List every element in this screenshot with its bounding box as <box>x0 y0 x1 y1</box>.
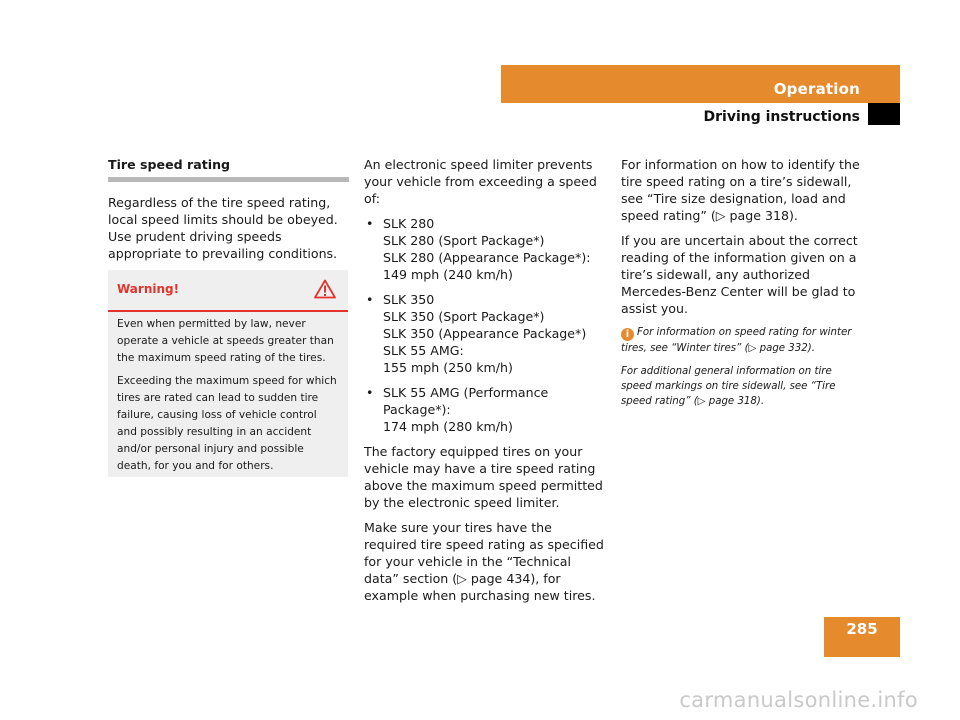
info-icon: i <box>621 328 634 341</box>
factory-tires-paragraph: The factory equipped tires on your vehicle may have a tire speed rating above the maximum speed permitted by the electronic speed limiter. <box>364 444 603 510</box>
list-item <box>364 215 604 283</box>
header-marker-block <box>868 103 900 125</box>
list-item <box>364 291 604 376</box>
info-note-1-text: For information on speed rating for winter tires, see “Winter tires” (▷ page 332). <box>621 327 852 354</box>
bullet: • <box>366 385 374 400</box>
column-3 <box>621 156 861 417</box>
bullet: • <box>366 216 374 231</box>
warning-triangle-icon <box>314 279 336 299</box>
assistance-paragraph: If you are uncertain about the correct reading of the information given on a tire’s sidewall, any authorized Mercedes-Benz Center will be glad to assist you. <box>621 233 858 316</box>
column-1 <box>108 156 349 270</box>
list-line: SLK 280 (Sport Package*) <box>383 233 545 248</box>
list-line: SLK 350 (Sport Package*) <box>383 309 545 324</box>
page-number: 285 <box>846 620 878 638</box>
watermark: carmanualsonline.info <box>679 688 918 712</box>
subsection-title: Driving instructions <box>703 109 860 125</box>
warning-text-2: Exceeding the maximum speed for which tires are rated can lead to sudden tire failure, causing loss of vehicle control and possibly resulting in an accident and/or personal injury and possible death, for you and for others. <box>117 375 337 472</box>
required-rating-paragraph: Make sure your tires have the required tire speed rating as specified for your vehicle in the “Technical data” section (▷ page 434), for example when purchasing new tires. <box>364 520 604 603</box>
identify-rating-paragraph: For information on how to identify the tire speed rating on a tire’s sidewall, see “Tire size designation, load and speed rating” (▷ page 318). <box>621 157 860 223</box>
list-item <box>364 384 604 435</box>
warning-title: Warning! <box>117 282 180 296</box>
list-line: SLK 280 (Appearance Package*): <box>383 250 591 265</box>
warning-text-1: Even when permitted by law, never operate a vehicle at speeds greater than the maximum speed rating of the tires. <box>117 318 334 364</box>
warning-header <box>108 270 348 312</box>
speed-rating-paragraph: Regardless of the tire speed rating, local speed limits should be obeyed. Use prudent driving speeds appropriate to prevailing conditions. <box>108 195 338 261</box>
list-line: SLK 55 AMG: <box>383 343 464 358</box>
column-2 <box>364 156 604 612</box>
warning-body <box>108 312 348 475</box>
list-line: 155 mph (250 km/h) <box>383 360 513 375</box>
info-note-2: For additional general information on tire speed markings on tire sidewall, see “Tire speed rating” (▷ page 318). <box>621 366 836 407</box>
bullet: • <box>366 292 374 307</box>
list-line: SLK 55 AMG (Performance Package*): <box>383 385 549 417</box>
info-notes <box>621 325 861 409</box>
list-line: 149 mph (240 km/h) <box>383 267 513 282</box>
speed-limit-list <box>364 215 604 435</box>
info-note-1 <box>621 325 861 356</box>
limiter-intro: An electronic speed limiter prevents your vehicle from exceeding a speed of: <box>364 157 597 206</box>
list-line: SLK 280 <box>383 216 435 231</box>
warning-box <box>108 270 348 477</box>
list-line: SLK 350 (Appearance Package*) <box>383 326 587 341</box>
section-heading: Tire speed rating <box>108 156 349 182</box>
section-title: Operation <box>773 80 860 98</box>
list-line: SLK 350 <box>383 292 435 307</box>
list-line: 174 mph (280 km/h) <box>383 419 513 434</box>
